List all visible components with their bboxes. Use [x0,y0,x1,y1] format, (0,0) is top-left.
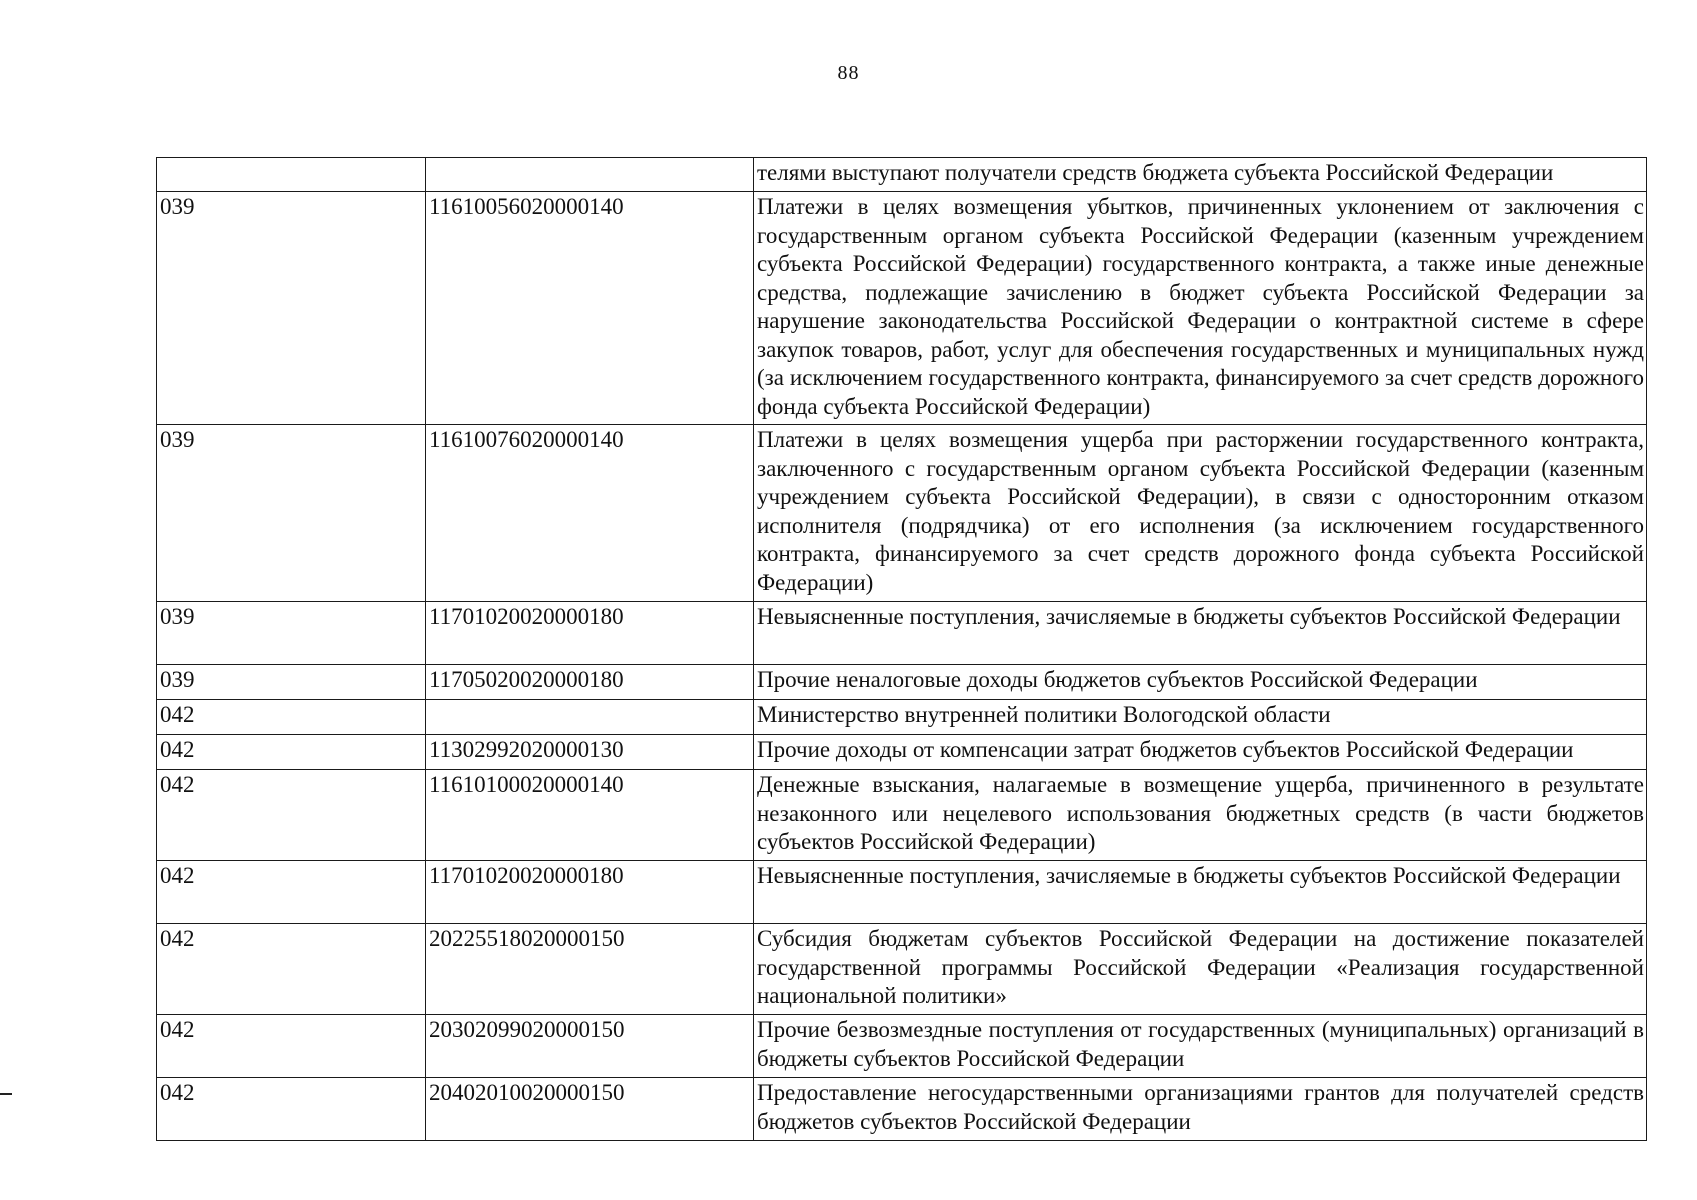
admin-code-cell: 039 [157,425,426,602]
admin-code-cell [157,158,426,192]
budget-code-cell [426,700,754,735]
revenue-name-cell: Предоставление негосударственными организациями грантов для получателей средств бюджетов субъектов Российской Федерации [754,1078,1647,1141]
table-row [157,1078,1647,1141]
table-row [157,1015,1647,1078]
table-row [157,861,1647,924]
revenue-name-cell: Денежные взыскания, налагаемые в возмещение ущерба, причиненного в результате незаконного или нецелевого использования бюджетных средств (в части бюджетов субъектов Российской Федерации) [754,770,1647,861]
table-row [157,924,1647,1015]
table-row [157,700,1647,735]
revenue-codes-table [156,157,1647,1141]
budget-code-cell: 11302992020000130 [426,735,754,770]
table-row [157,735,1647,770]
revenue-name-cell: Невыясненные поступления, зачисляемые в бюджеты субъектов Российской Федерации [754,602,1647,665]
revenue-name-cell: Прочие неналоговые доходы бюджетов субъектов Российской Федерации [754,665,1647,700]
admin-code-cell: 042 [157,770,426,861]
table-row [157,158,1647,192]
margin-mark [0,1093,12,1095]
revenue-name-cell: Платежи в целях возмещения убытков, причиненных уклонением от заключения с государственным органом субъекта Российской Федерации (казенным учреждением субъекта Российской Федерации) государственного контракта, а также иные денежные средства, подлежащие зачислению в бюджет субъекта Российской Федерации за нарушение законодательства Российской Федерации о контрактной системе в сфере закупок товаров, работ, услуг для обеспечения государственных и муниципальных нужд (за исключением государственного контракта, финансируемого за счет средств дорожного фонда субъекта Российской Федерации) [754,192,1647,425]
budget-code-cell: 20402010020000150 [426,1078,754,1141]
budget-code-cell: 20225518020000150 [426,924,754,1015]
table-row [157,770,1647,861]
admin-code-cell: 042 [157,924,426,1015]
page-number: 88 [837,62,860,84]
table-row [157,665,1647,700]
budget-code-cell [426,158,754,192]
admin-code-cell: 039 [157,192,426,425]
revenue-name-cell: Прочие доходы от компенсации затрат бюджетов субъектов Российской Федерации [754,735,1647,770]
table-row [157,192,1647,425]
revenue-name-cell: Невыясненные поступления, зачисляемые в бюджеты субъектов Российской Федерации [754,861,1647,924]
admin-code-cell: 039 [157,602,426,665]
revenue-name-cell: Платежи в целях возмещения ущерба при расторжении государственного контракта, заключенного с государственным органом субъекта Российской Федерации (казенным учреждением субъекта Российской Федерации), в связи с односторонним отказом исполнителя (подрядчика) от его исполнения (за исключением государственного контракта, финансируемого за счет средств дорожного фонда субъекта Российской Федерации) [754,425,1647,602]
revenue-name-cell: телями выступают получатели средств бюджета субъекта Российской Федерации [754,158,1647,192]
budget-code-cell: 11610076020000140 [426,425,754,602]
budget-code-cell: 11610056020000140 [426,192,754,425]
admin-code-cell: 042 [157,1078,426,1141]
budget-code-cell: 11701020020000180 [426,602,754,665]
budget-code-cell: 11701020020000180 [426,861,754,924]
admin-code-cell: 042 [157,1015,426,1078]
revenue-name-cell: Субсидия бюджетам субъектов Российской Федерации на достижение показателей государственной программы Российской Федерации «Реализация государственной национальной политики» [754,924,1647,1015]
budget-code-cell: 20302099020000150 [426,1015,754,1078]
revenue-name-cell: Прочие безвозмездные поступления от государственных (муниципальных) организаций в бюджеты субъектов Российской Федерации [754,1015,1647,1078]
table-row [157,425,1647,602]
revenue-name-cell: Министерство внутренней политики Вологодской области [754,700,1647,735]
admin-code-cell: 042 [157,861,426,924]
admin-code-cell: 042 [157,735,426,770]
budget-code-cell: 11705020020000180 [426,665,754,700]
budget-code-cell: 11610100020000140 [426,770,754,861]
admin-code-cell: 039 [157,665,426,700]
table-row [157,602,1647,665]
admin-code-cell: 042 [157,700,426,735]
